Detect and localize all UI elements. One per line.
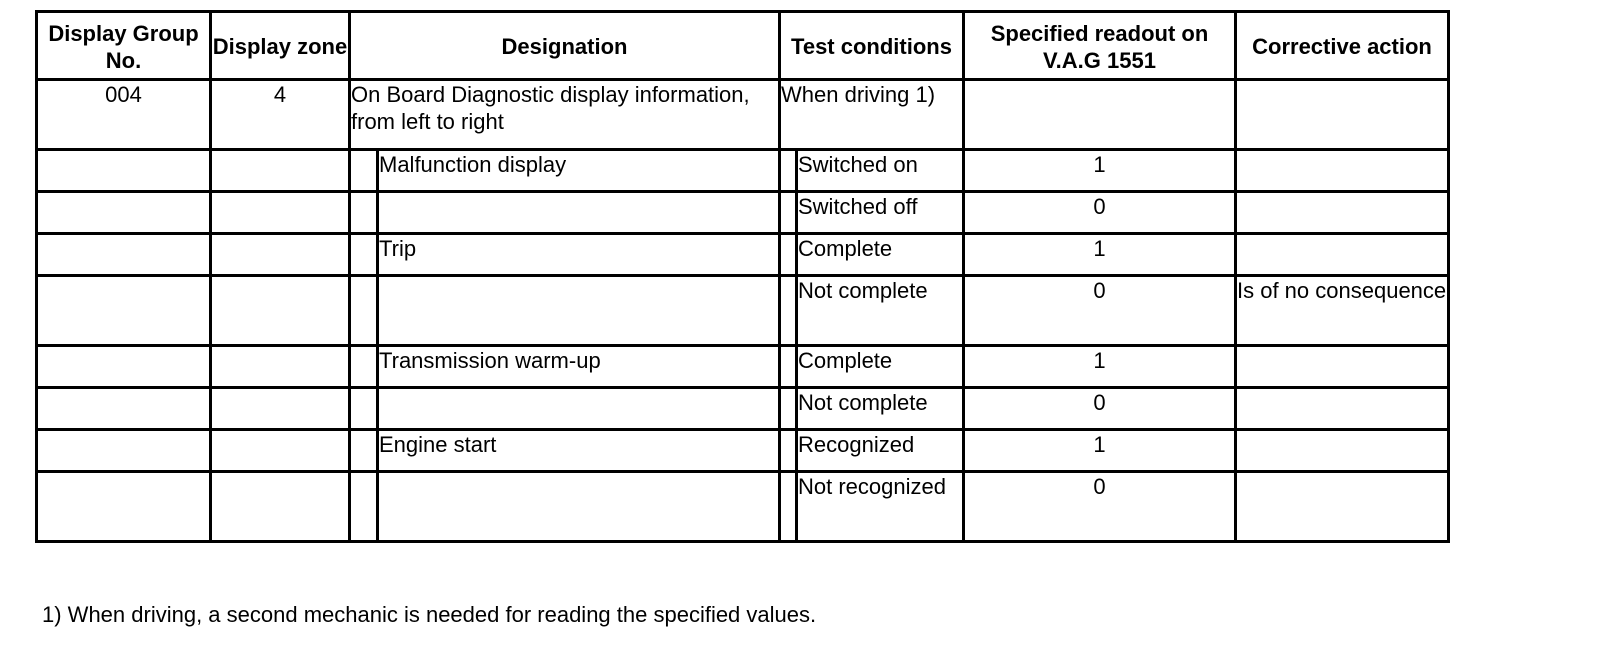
cell-designation xyxy=(378,276,780,346)
table-row xyxy=(37,346,1449,388)
table-row xyxy=(37,276,1449,346)
cell-readout: 0 xyxy=(964,192,1236,234)
cell-readout: 1 xyxy=(964,234,1236,276)
header-designation: Designation xyxy=(350,12,780,80)
cell-indent xyxy=(780,346,797,388)
cell-indent xyxy=(780,150,797,192)
header-row xyxy=(37,12,1449,80)
cell-indent xyxy=(780,234,797,276)
cell-indent xyxy=(350,346,378,388)
cell-indent xyxy=(350,150,378,192)
cell-action: Is of no consequence xyxy=(1236,276,1449,346)
cell-group xyxy=(37,346,211,388)
cell-designation: Transmission warm-up xyxy=(378,346,780,388)
cell-zone xyxy=(211,150,350,192)
cell-action xyxy=(1236,388,1449,430)
cell-indent xyxy=(780,192,797,234)
cell-group xyxy=(37,388,211,430)
cell-zone xyxy=(211,234,350,276)
cell-zone xyxy=(211,472,350,542)
cell-readout xyxy=(964,80,1236,150)
table-row xyxy=(37,234,1449,276)
cell-designation xyxy=(378,192,780,234)
cell-designation: Trip xyxy=(378,234,780,276)
cell-group xyxy=(37,192,211,234)
cell-test: Switched on xyxy=(797,150,964,192)
cell-readout: 1 xyxy=(964,430,1236,472)
cell-indent xyxy=(350,192,378,234)
cell-designation xyxy=(378,472,780,542)
cell-action xyxy=(1236,346,1449,388)
cell-test: Not recognized xyxy=(797,472,964,542)
cell-action xyxy=(1236,150,1449,192)
table-row xyxy=(37,430,1449,472)
table-row xyxy=(37,192,1449,234)
cell-action xyxy=(1236,472,1449,542)
cell-group xyxy=(37,430,211,472)
cell-action xyxy=(1236,80,1449,150)
header-display-zone: Display zone xyxy=(211,12,350,80)
cell-group xyxy=(37,150,211,192)
cell-indent xyxy=(350,234,378,276)
cell-readout: 0 xyxy=(964,472,1236,542)
cell-zone xyxy=(211,430,350,472)
cell-indent xyxy=(780,388,797,430)
cell-action xyxy=(1236,192,1449,234)
cell-test: Not complete xyxy=(797,276,964,346)
cell-test: Recognized xyxy=(797,430,964,472)
table-row xyxy=(37,388,1449,430)
cell-zone xyxy=(211,192,350,234)
table-row xyxy=(37,80,1449,150)
cell-action xyxy=(1236,234,1449,276)
cell-readout: 1 xyxy=(964,150,1236,192)
cell-designation: Malfunction display xyxy=(378,150,780,192)
cell-test: When driving 1) xyxy=(780,80,964,150)
cell-readout: 0 xyxy=(964,276,1236,346)
cell-indent xyxy=(350,388,378,430)
cell-readout: 1 xyxy=(964,346,1236,388)
cell-indent xyxy=(350,472,378,542)
cell-action xyxy=(1236,430,1449,472)
cell-test: Not complete xyxy=(797,388,964,430)
cell-readout: 0 xyxy=(964,388,1236,430)
cell-test: Switched off xyxy=(797,192,964,234)
cell-group xyxy=(37,276,211,346)
cell-zone xyxy=(211,276,350,346)
cell-indent xyxy=(780,430,797,472)
cell-zone xyxy=(211,388,350,430)
cell-group xyxy=(37,234,211,276)
cell-test: Complete xyxy=(797,346,964,388)
cell-zone: 4 xyxy=(211,80,350,150)
cell-zone xyxy=(211,346,350,388)
cell-test: Complete xyxy=(797,234,964,276)
cell-group xyxy=(37,472,211,542)
table-row xyxy=(37,472,1449,542)
specification-table xyxy=(35,10,1450,543)
header-display-group: Display Group No. xyxy=(37,12,211,80)
cell-group: 004 xyxy=(37,80,211,150)
header-test-conditions: Test conditions xyxy=(780,12,964,80)
cell-indent xyxy=(350,276,378,346)
header-corrective-action: Corrective action xyxy=(1236,12,1449,80)
footnote: 1) When driving, a second mechanic is needed for reading the specified values. xyxy=(42,602,817,627)
cell-indent xyxy=(780,472,797,542)
cell-designation: On Board Diagnostic display information, from left to right xyxy=(350,80,780,150)
cell-indent xyxy=(780,276,797,346)
cell-designation xyxy=(378,388,780,430)
table-row xyxy=(37,150,1449,192)
cell-indent xyxy=(350,430,378,472)
header-specified-readout: Specified readout on V.A.G 1551 xyxy=(964,12,1236,80)
cell-designation: Engine start xyxy=(378,430,780,472)
